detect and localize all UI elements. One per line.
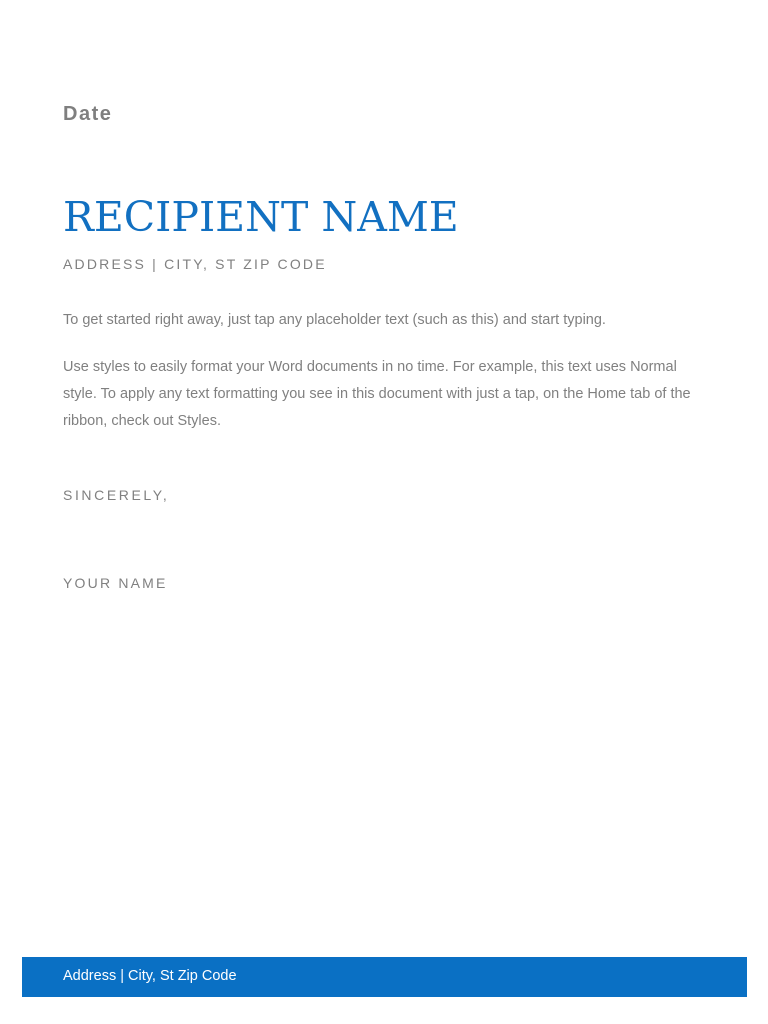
letter-date[interactable]: Date: [63, 103, 113, 125]
footer-bar: [22, 957, 747, 997]
recipient-address[interactable]: ADDRESS | CITY, ST ZIP CODE: [63, 256, 327, 272]
letter-closing[interactable]: SINCERELY,: [63, 487, 170, 503]
sender-name[interactable]: YOUR NAME: [63, 575, 168, 591]
recipient-name[interactable]: RECIPIENT NAME: [63, 193, 459, 241]
body-paragraph-1[interactable]: To get started right away, just tap any placeholder text (such as this) and start typing.: [63, 312, 606, 328]
body-paragraph-2[interactable]: Use styles to easily format your Word documents in no time. For example, this text uses Normal style. To apply any text formatting you see in this document with just a tap, on the Home tab of the ribbon, check out Styles.: [63, 359, 691, 429]
footer-address[interactable]: Address | City, St Zip Code: [63, 968, 237, 984]
